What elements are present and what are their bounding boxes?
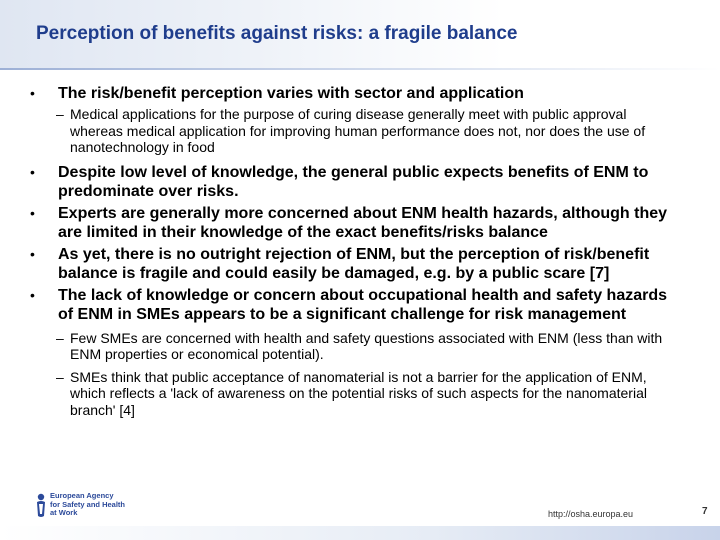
dash-icon: –	[56, 329, 64, 346]
logo-line: for Safety and Health	[50, 499, 126, 509]
bullet-item	[28, 204, 668, 242]
logo-text	[50, 492, 125, 518]
bullet-item	[28, 163, 668, 201]
bullet-text: As yet, there is no outright rejection of ENM, but the perception of risk/benefit balance is fragile and could easily be damaged, e.g. by a public scare [7]	[58, 245, 650, 282]
bullet-icon: •	[30, 85, 35, 101]
dash-icon: –	[56, 368, 64, 385]
slide-content	[28, 84, 668, 418]
slide-title: Perception of benefits against risks: a fragile balance	[36, 23, 518, 44]
bullet-icon: •	[30, 204, 35, 221]
agency-emblem-icon	[34, 492, 48, 518]
sub-bullet-item	[28, 330, 668, 363]
bullet-icon: •	[30, 286, 35, 303]
bullet-icon: •	[30, 163, 35, 180]
logo-line: European Agency	[50, 491, 114, 500]
bullet-item	[28, 84, 668, 103]
sub-bullet-text: Medical applications for the purpose of curing disease generally meet with public approval whereas medical application for improving human performance does not, nor does the use of nanotechnology in food	[70, 106, 646, 155]
sub-bullet-text: Few SMEs are concerned with health and safety questions associated with ENM (less than with ENM properties or economical potential).	[70, 329, 663, 362]
sub-bullet-item	[28, 106, 668, 156]
page-number: 7	[702, 506, 708, 517]
bullet-item	[28, 286, 668, 324]
footer-band	[0, 526, 720, 540]
logo-line: at Work	[50, 508, 78, 517]
bullet-text: Despite low level of knowledge, the general public expects benefits of ENM to predominate over risks.	[58, 163, 649, 200]
eu-osha-logo	[34, 492, 124, 520]
bullet-text: The risk/benefit perception varies with sector and application	[58, 85, 524, 102]
header-divider	[0, 68, 720, 70]
sub-bullet-text: SMEs think that public acceptance of nanomaterial is not a barrier for the application of ENM, which reflects a 'lack of awareness on the potential risks of such aspects for the nanomaterial branch' [4]	[70, 368, 647, 418]
bullet-text: The lack of knowledge or concern about occupational health and safety hazards of ENM in SMEs appears to be a significant challenge for risk management	[58, 286, 668, 323]
bullet-icon: •	[30, 245, 35, 262]
bullet-text: Experts are generally more concerned about ENM health hazards, although they are limited in their knowledge of the exact benefits/risks balance	[58, 204, 668, 241]
bullet-item	[28, 245, 668, 283]
sub-bullet-item	[28, 369, 668, 419]
dash-icon: –	[56, 106, 64, 122]
footer-url-link[interactable]: http://osha.europa.eu	[548, 509, 634, 519]
